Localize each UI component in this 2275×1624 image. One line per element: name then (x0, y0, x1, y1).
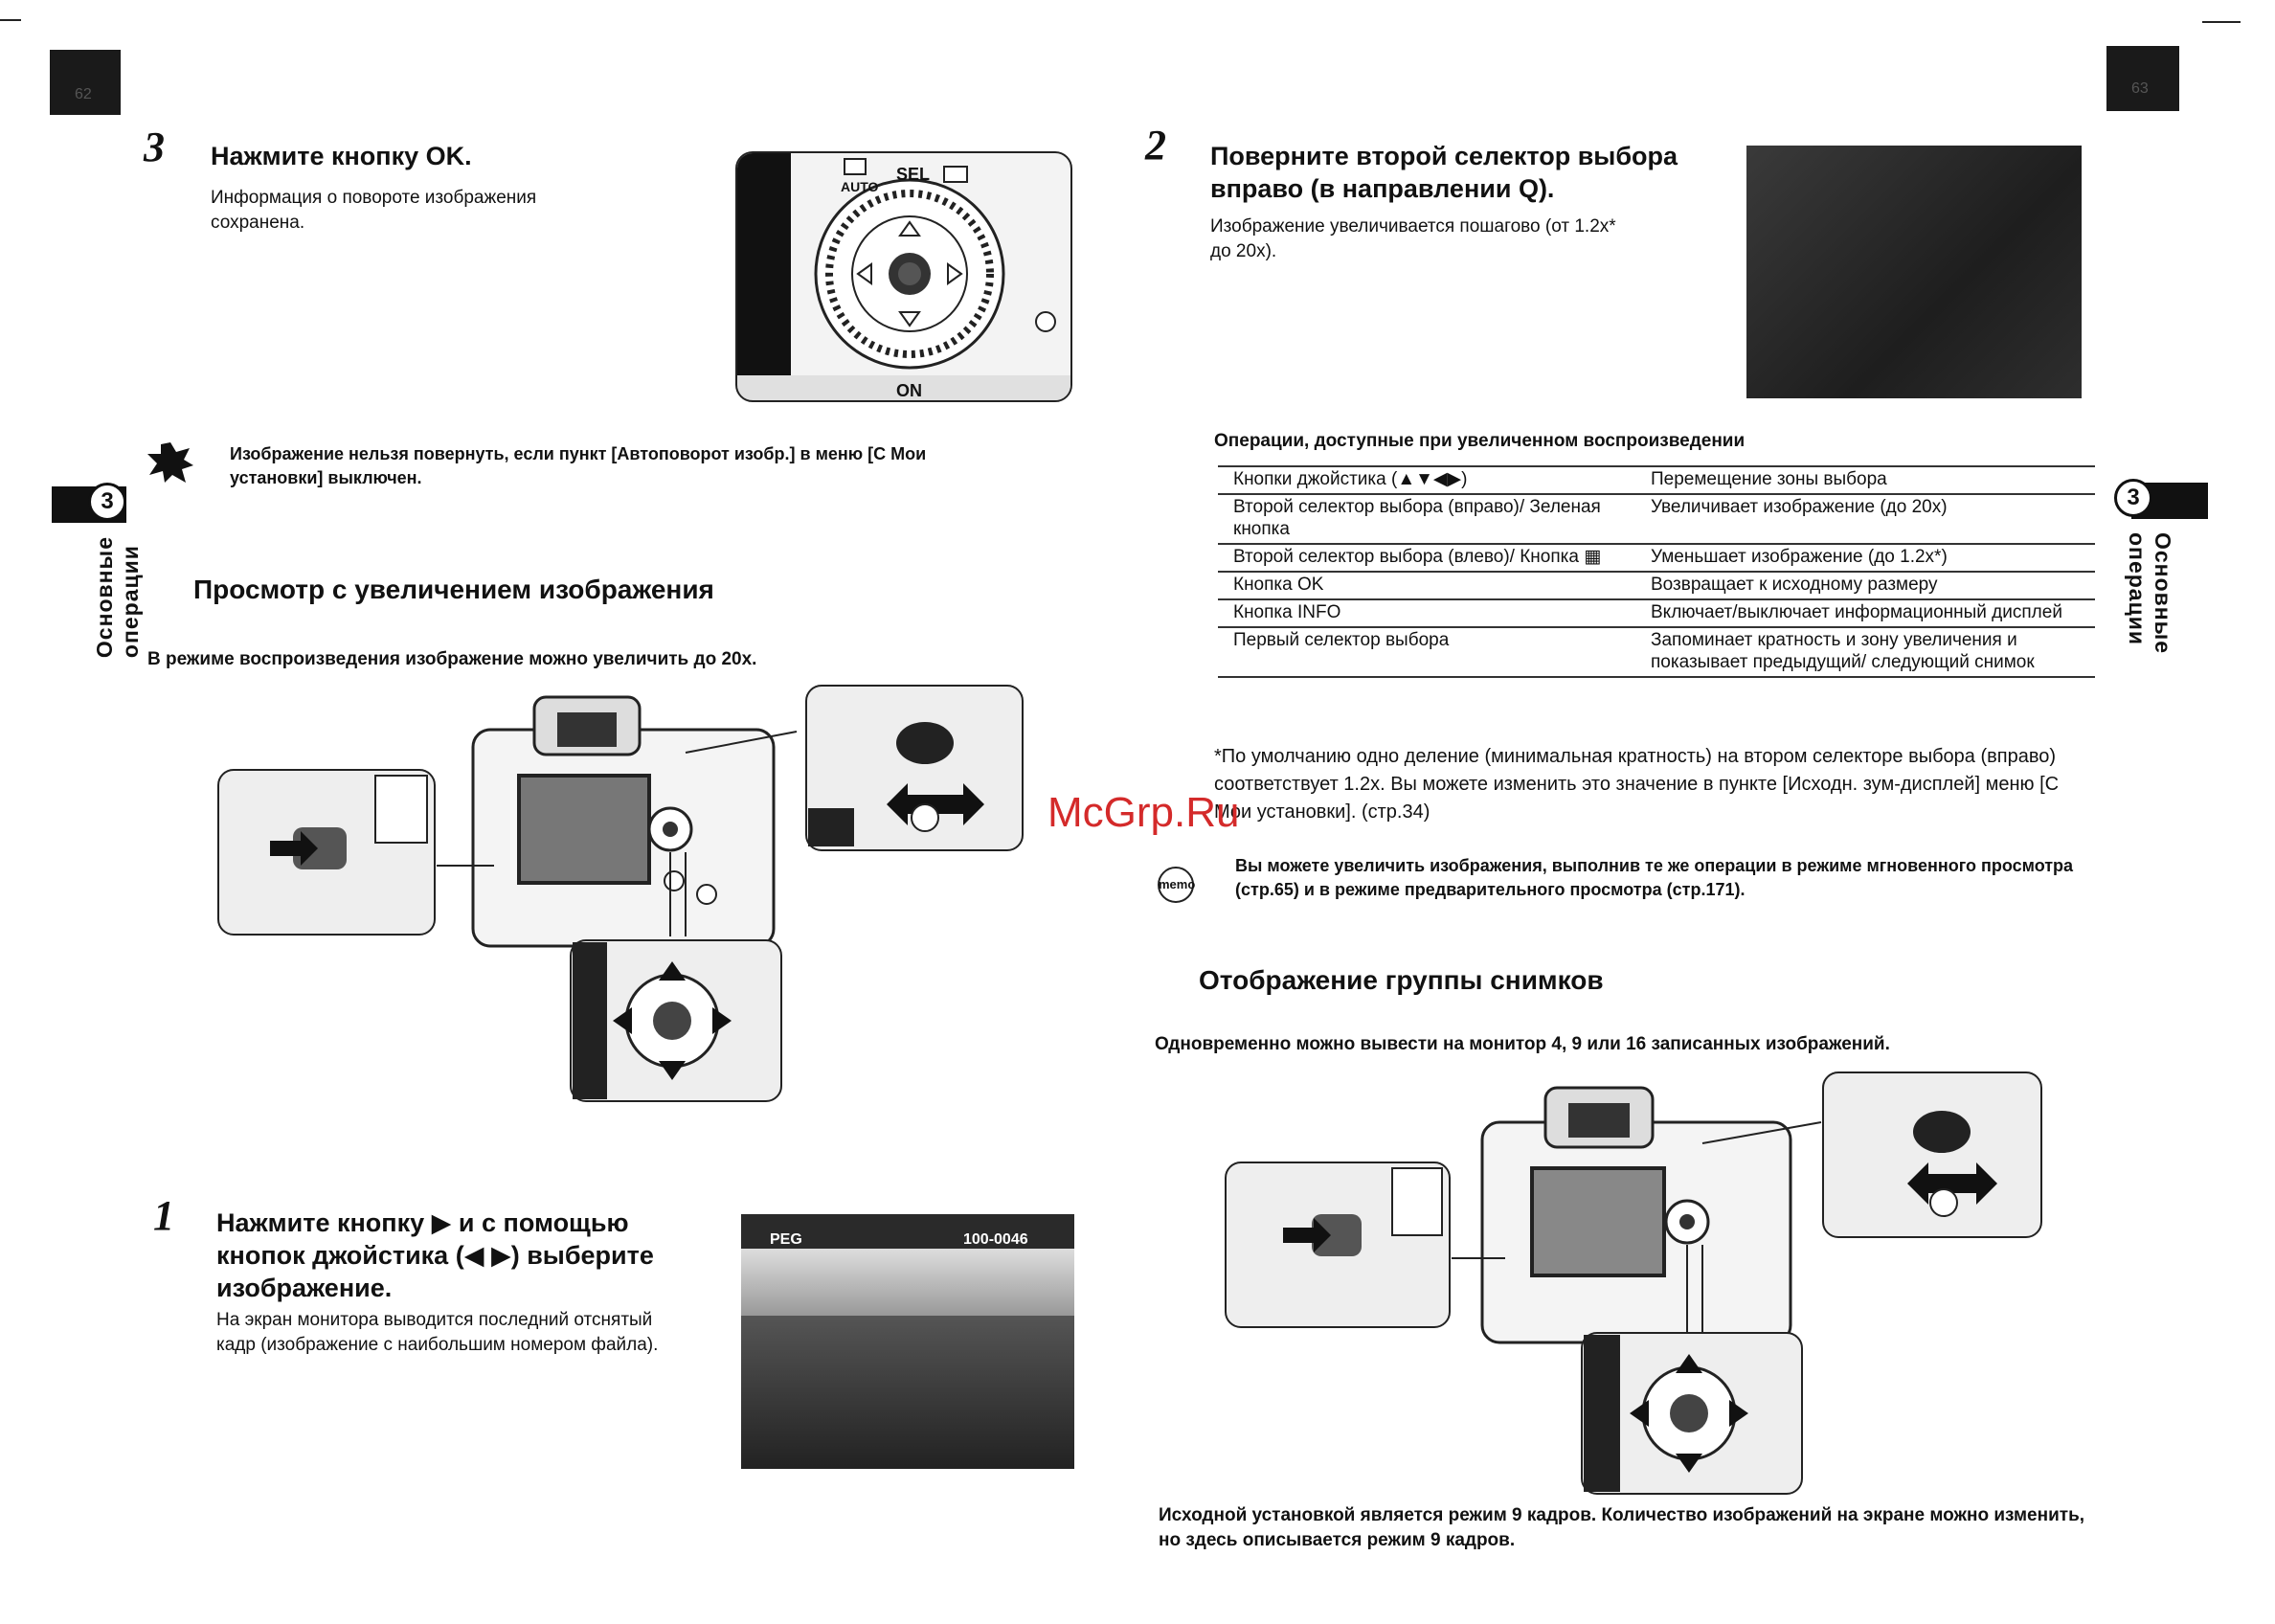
dial-auto-label: AUTO (841, 179, 879, 194)
photo-sky-band (741, 1249, 1074, 1316)
ok-button-dial-image (735, 151, 1072, 402)
caution-icon (147, 442, 193, 483)
zoom-section-intro: В режиме воспроизведения изображение можно увеличить до 20x. (147, 649, 757, 669)
step-2-title: Поверните второй селектор выбора вправо (в направлении Q). (1210, 142, 1678, 203)
step-2-number: 2 (1145, 122, 1166, 169)
dial-on-label: ON (896, 381, 922, 400)
footnote: *По умолчанию одно деление (минимальная кратность) на втором селекторе выбора (вправо) соответствует 1.2x. Вы можете изменить это значение в пункте [Исходн. зум-дисплей] меню [C Мои установки]. (стр.34) (1214, 746, 2060, 823)
caution-note-text: Изображение нельзя повернуть, если пункт [Автоповорот изобр.] в меню [C Мои установки] выключен. (230, 444, 927, 487)
ops-control: Второй селектор выбора (вправо)/ Зеленая кнопка (1218, 494, 1635, 544)
table-row (1218, 572, 2095, 599)
ops-control: Второй селектор выбора (влево)/ Кнопка ▦ (1218, 544, 1635, 572)
memo-label: memo (1159, 877, 1196, 891)
page-number-right: 63 (2131, 80, 2149, 97)
step-3-body: Информация о повороте изображения сохранена. (211, 188, 537, 233)
memo-text: Вы можете увеличить изображения, выполнив те же операции в режиме мгновенного просмотра (стр.65) и в режиме предварительного просмотра (стр.171). (1235, 856, 2074, 899)
step-1-body: На экран монитора выводится последний отснятый кадр (изображение с наибольшим номером файла). (216, 1310, 659, 1355)
ops-control: Кнопки джойстика (▲▼◀▶) (1218, 466, 1635, 494)
ops-action: Увеличивает изображение (до 20x) (1635, 494, 2095, 544)
chapter-label-left: Основные операции (92, 536, 143, 659)
ops-control: Первый селектор выбора (1218, 627, 1635, 677)
table-row (1218, 494, 2095, 544)
ops-action: Запоминает кратность и зону увеличения и показывает предыдущий/ следующий снимок (1635, 627, 2095, 677)
table-row (1218, 599, 2095, 627)
chapter-label-right: Основные операции (2125, 532, 2175, 655)
zoom-section-heading: Просмотр с увеличением изображения (193, 575, 714, 604)
dial-illustration (737, 153, 1070, 400)
camera-diagram-zoom (216, 684, 1025, 1105)
screen-file-number: 100-0046 (963, 1231, 1028, 1248)
chapter-number-right: 3 (2114, 479, 2152, 517)
step-1-number: 1 (153, 1192, 174, 1239)
step-2-body: Изображение увеличивается пошагово (от 1.2x* до 20x). (1210, 216, 1616, 261)
table-row (1218, 544, 2095, 572)
ops-control: Кнопка INFO (1218, 599, 1635, 627)
step-1-title: Нажмите кнопку ▶ и с помощью кнопок джойстика (◀ ▶) выберите изображение. (216, 1208, 654, 1302)
watermark: McGrp.Ru (1047, 789, 1240, 836)
ops-control: Кнопка OK (1218, 572, 1635, 599)
ops-action: Возвращает к исходному размеру (1635, 572, 2095, 599)
group-section-note: Исходной установкой является режим 9 кадров. Количество изображений на экране можно изменить, но здесь описывается режим 9 кадров. (1159, 1505, 2085, 1550)
zoomed-image-photo (1746, 146, 2082, 398)
camera-diagram-group (1224, 1071, 2045, 1498)
page-number-left: 62 (75, 86, 92, 102)
table-row (1218, 627, 2095, 677)
table-row (1218, 466, 2095, 494)
page-number-box-left (50, 50, 121, 115)
ops-action: Перемещение зоны выбора (1635, 466, 2095, 494)
step-3-title: Нажмите кнопку OK. (211, 142, 472, 170)
ops-table-caption: Операции, доступные при увеличенном воспроизведении (1214, 431, 1746, 451)
ops-action: Включает/выключает информационный дисплей (1635, 599, 2095, 627)
photo-ground (741, 1316, 1074, 1469)
group-section-heading: Отображение группы снимков (1199, 965, 1604, 995)
camera-back-illustration (216, 684, 1025, 1105)
camera-back-illustration-2 (1224, 1071, 2045, 1498)
page-number-box-right (2106, 46, 2179, 111)
step-3-number: 3 (144, 124, 165, 170)
ops-action: Уменьшает изображение (до 1.2x*) (1635, 544, 2095, 572)
crop-mark-right (2202, 21, 2241, 23)
screen-format-label: PEG (770, 1231, 802, 1248)
group-section-intro: Одновременно можно вывести на монитор 4, 9 или 16 записанных изображений. (1155, 1034, 1890, 1054)
memo-icon (1149, 856, 1203, 904)
crop-mark-left (0, 19, 21, 21)
dial-sel-label: SEL (896, 165, 931, 184)
ops-table (1218, 465, 2095, 678)
chapter-number-left: 3 (88, 483, 126, 521)
playback-screen-photo (741, 1214, 1074, 1469)
